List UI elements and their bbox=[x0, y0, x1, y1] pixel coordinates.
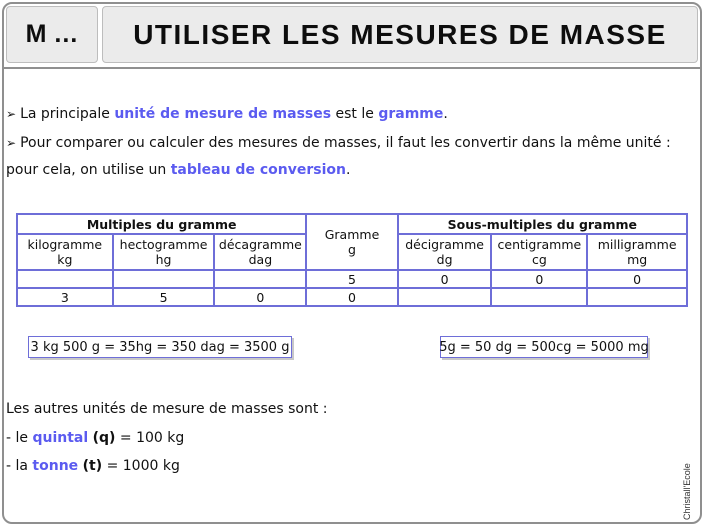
unit-abbr: kg bbox=[57, 252, 73, 267]
credit-label: Christall'Ecole bbox=[682, 463, 692, 520]
table-cell bbox=[587, 288, 687, 306]
table-cell: 0 bbox=[398, 270, 492, 288]
tonne-value: = 1000 kg bbox=[102, 458, 180, 474]
quintal-value: = 100 kg bbox=[115, 430, 185, 446]
unit-abbr: dg bbox=[436, 252, 453, 267]
intro-line-2-text: Pour comparer ou calculer des mesures de masses, il faut les convertir dans la même unité : bbox=[20, 135, 671, 151]
unit-name: milligramme bbox=[597, 237, 677, 252]
intro-line-1 bbox=[6, 104, 448, 124]
unit-kilogramme bbox=[17, 234, 113, 270]
table-cell bbox=[113, 270, 215, 288]
unit-milligramme bbox=[587, 234, 687, 270]
table-cell bbox=[491, 288, 587, 306]
conversion-table bbox=[16, 213, 688, 307]
table-cell bbox=[398, 288, 492, 306]
table-cell: 0 bbox=[587, 270, 687, 288]
page-title: UTILISER LES MESURES DE MASSE bbox=[102, 6, 698, 63]
intro-line-3-pre: pour cela, on utilise un bbox=[6, 162, 171, 178]
intro-line-1-mid: est le bbox=[331, 106, 379, 122]
intro-line-2 bbox=[6, 133, 671, 153]
arrow-bullet-icon: ➢ bbox=[6, 107, 17, 121]
unit-abbr: mg bbox=[627, 252, 648, 267]
quintal-pre: - le bbox=[6, 430, 33, 446]
equation-box-mg: 5g = 50 dg = 500cg = 5000 mg bbox=[440, 336, 648, 358]
quintal-symbol: (q) bbox=[92, 430, 116, 446]
unit-decigramme bbox=[398, 234, 492, 270]
header-left-label: M … bbox=[6, 6, 98, 63]
intro-line-1-post: . bbox=[443, 106, 448, 122]
others-tonne bbox=[6, 456, 180, 476]
table-cell: 0 bbox=[491, 270, 587, 288]
term-gramme: gramme bbox=[378, 106, 444, 122]
table-cell: 0 bbox=[214, 288, 306, 306]
table-cell bbox=[214, 270, 306, 288]
unit-abbr: cg bbox=[531, 252, 547, 267]
multiples-header: Multiples du gramme bbox=[17, 214, 306, 234]
others-quintal bbox=[6, 428, 184, 448]
arrow-bullet-icon: ➢ bbox=[6, 136, 17, 150]
unit-name: décigramme bbox=[405, 237, 484, 252]
unit-decagramme bbox=[214, 234, 306, 270]
tonne-pre: - la bbox=[6, 458, 33, 474]
table-header-row bbox=[17, 214, 687, 234]
table-cell bbox=[17, 270, 113, 288]
unit-centigramme bbox=[491, 234, 587, 270]
table-cell: 3 bbox=[17, 288, 113, 306]
gramme-name: Gramme bbox=[324, 227, 380, 242]
intro-line-3 bbox=[6, 160, 350, 180]
gramme-header bbox=[306, 214, 397, 270]
unit-abbr: dag bbox=[248, 252, 273, 267]
term-unite-de-mesure: unité de mesure de masses bbox=[114, 106, 332, 122]
header bbox=[4, 4, 700, 69]
table-cell: 5 bbox=[306, 270, 397, 288]
term-quintal: quintal bbox=[32, 430, 89, 446]
tonne-symbol: (t) bbox=[82, 458, 103, 474]
table-cell: 5 bbox=[113, 288, 215, 306]
intro-line-1-pre: La principale bbox=[20, 106, 115, 122]
table-row bbox=[17, 288, 687, 306]
gramme-abbr: g bbox=[348, 242, 356, 257]
term-tonne: tonne bbox=[32, 458, 79, 474]
equation-box-kg: 3 kg 500 g = 35hg = 350 dag = 3500 g bbox=[28, 336, 292, 358]
unit-name: centigramme bbox=[497, 237, 582, 252]
unit-abbr: hg bbox=[155, 252, 172, 267]
term-tableau-de-conversion: tableau de conversion bbox=[170, 162, 346, 178]
others-intro: Les autres unités de mesure de masses sont : bbox=[6, 401, 328, 417]
intro-line-3-post: . bbox=[345, 162, 351, 178]
table-row bbox=[17, 270, 687, 288]
unit-name: décagramme bbox=[218, 237, 302, 252]
unit-name: hectogramme bbox=[119, 237, 208, 252]
unit-name: kilogramme bbox=[27, 237, 103, 252]
submultiples-header: Sous-multiples du gramme bbox=[398, 214, 687, 234]
unit-hectogramme bbox=[113, 234, 215, 270]
table-cell: 0 bbox=[306, 288, 397, 306]
